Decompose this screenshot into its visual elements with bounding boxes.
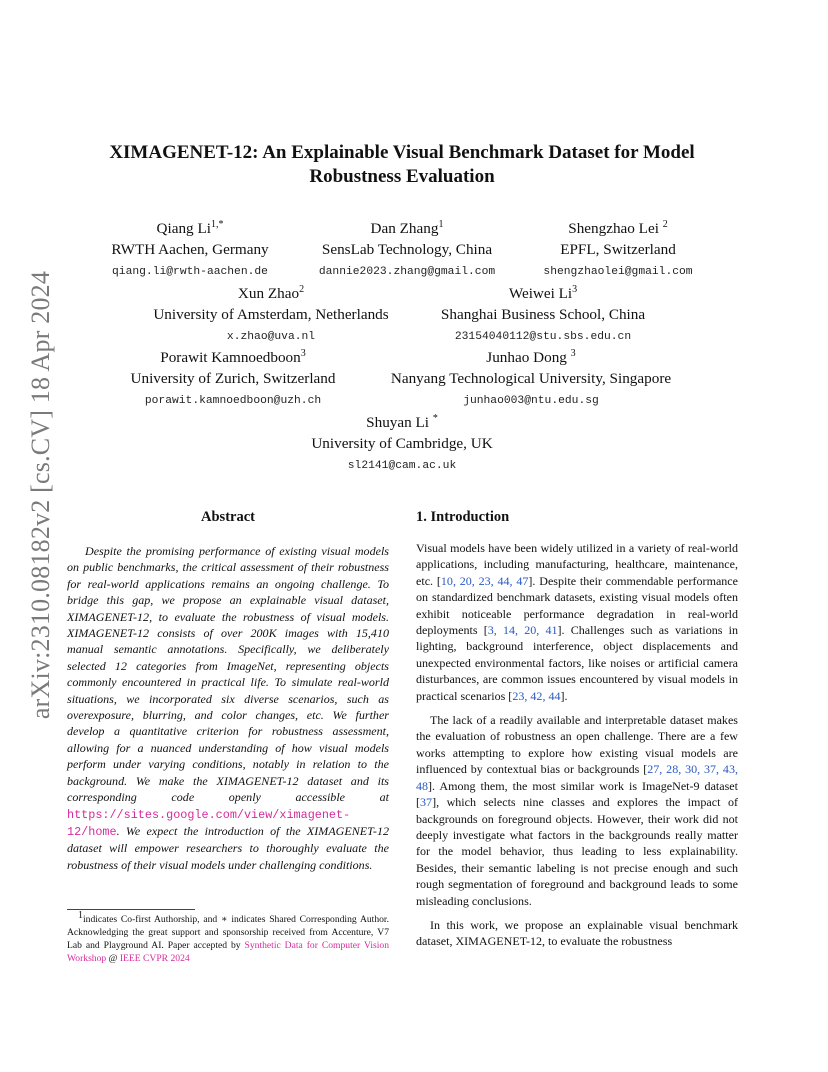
citation-link[interactable]: 37	[420, 795, 433, 810]
author-block	[391, 347, 671, 410]
author-block	[111, 218, 268, 281]
abstract-body	[67, 543, 389, 873]
author-block	[153, 283, 388, 346]
arxiv-sidebar	[20, 270, 62, 720]
citation-link[interactable]: 10, 20, 23, 44, 47	[440, 573, 529, 588]
author-email[interactable]: shengzhaolei@gmail.com	[543, 266, 693, 278]
author-name: Weiwei Li$^3$	[508, 283, 578, 302]
paper-title: XIMAGENET-12: An Explainable Visual Benchmark Dataset for Model Robustness Evaluation	[109, 142, 695, 187]
author-name: Qiang $Li^{1,*}$	[156, 218, 224, 237]
footnote: $^1$indicates Co-first Authorship, and ∗ indicates Shared Corresponding Author. Acknowledging the great support and sponsorship received from Accenture, V7 Lab and Playground AI. Paper accepted by Synthetic Data for Computer Vision Workshop @ IEEE CVPR 2024	[67, 909, 389, 964]
author-name: Porawit Kamnoedboon$^3$	[160, 347, 306, 366]
footnote-mark: 1	[78, 909, 83, 921]
author-affiliation: Shanghai Business School, China	[440, 306, 646, 323]
abstract-paragraph: Despite the promising performance of existing visual models on public benchmarks, the critical assessment of their robustness for real-world applications remains an ongoing challenge. To bridge this gap, we propose an explainable visual dataset, XIMAGENET-12, to evaluate the robustness of visual models. XIMAGENET-12 consists of over 200K images with 15,410 manual semantic annotations. Specifically, we deliberately selected 12 categories from ImageNet, representing objects commonly encountered in practical life. To simulate real-world situations, we incorporated six diverse scenarios, such as overexposure, blurring, and color changes, etc. We further develop a quantitative criterion for robustness assessment, allowing for a nuanced understanding of how visual models perform under varying conditions, notably in relation to the background. We make the XIMAGENET-12 dataset and its corresponding code openly accessible at https://sites.google.com/view/ximagenet-12/home. We expect the introduction of the XIMAGENET-12 dataset will empower researchers to thoroughly evaluate the robustness of their visual models under challenging conditions.	[67, 544, 389, 872]
author-block	[441, 283, 645, 346]
author-affiliation: Nanyang Technological University, Singapore	[390, 370, 672, 387]
author-affiliation: University of Cambridge, UK	[311, 435, 493, 452]
author-email[interactable]: x.zhao@uva.nl	[226, 331, 316, 343]
author-affiliation: RWTH Aachen, Germany	[111, 241, 269, 258]
footnote-divider	[67, 909, 195, 910]
author-name: Xun Zhao$^2$	[237, 283, 305, 302]
arxiv-identifier: arXiv:2310.08182v2 [cs.CV] 18 Apr 2024	[26, 270, 55, 720]
author-affiliation: University of Amsterdam, Netherlands	[153, 306, 389, 323]
author-block	[543, 218, 692, 281]
author-affiliation: University of Zurich, Switzerland	[130, 370, 336, 387]
author-email[interactable]: 23154040112@stu.sbs.edu.cn	[454, 331, 632, 343]
author-name: Shuyan Li *	[366, 412, 438, 431]
author-name: Dan Zhang$^1$	[370, 218, 444, 237]
author-block	[311, 412, 492, 475]
intro-paragraph: The lack of a readily available and interpretable dataset makes the evaluation of robustness an open challenge. There are a few works attempting to explore how existing visual models are influenced by contextual bias or backgrounds [27, 28, 30, 37, 43, 48]. Among them, the most similar work is ImageNet-9 dataset [37], which selects nine classes and explores the impact of backgrounds on foreground objects. However, their work did not deeply investigate what factors in the backgrounds really matter for the model behavior, thus leading to less explainability. Besides, their semantic labeling is not precise enough and such rough segmentation of foreground and background leads to some misleading conclusions.	[416, 713, 738, 908]
project-url-link[interactable]: https://sites.google.com/view/ximagenet-12/home	[67, 807, 351, 839]
citation-link[interactable]: 23, 42, 44	[512, 688, 561, 703]
intro-paragraph: Visual models have been widely utilized in a variety of real-world applications, including manufacturing, healthcare, maintenance, etc. [10, 20, 23, 44, 47]. Despite their commendable performance on standardized benchmark datasets, existing visual models often exhibit noticeable performance degradation in real-world deployments [3, 14, 20, 41]. Challenges such as variations in lighting, background interference, object displacements and unexpected environmental factors, like noises or artificial camera disturbances, are common issues encountered by visual models in practical scenarios [23, 42, 44].	[416, 541, 739, 703]
abstract-heading: Abstract	[201, 509, 255, 525]
author-name: Junhao Dong $^3$	[486, 347, 576, 366]
citation-link[interactable]: 3, 14, 20, 41	[487, 623, 558, 638]
author-block	[319, 218, 495, 281]
intro-paragraph: In this work, we propose an explainable visual benchmark dataset, XIMAGENET-12, to evaluate the robustness	[416, 917, 738, 949]
introduction-heading: 1. Introduction	[416, 509, 510, 525]
cvpr-link[interactable]: IEEE CVPR 2024	[119, 953, 190, 964]
author-email[interactable]: junhao003@ntu.edu.sg	[463, 395, 599, 407]
author-affiliation: SensLab Technology, China	[321, 241, 493, 258]
author-email[interactable]: sl2141@cam.ac.uk	[347, 460, 457, 472]
workshop-link[interactable]: Synthetic Data for Computer Vision Workshop	[67, 940, 389, 964]
citation-link[interactable]: 27, 28, 30, 37, 43, 48	[416, 762, 738, 793]
author-block	[131, 347, 336, 410]
author-email[interactable]: porawit.kamnoedboon@uzh.ch	[144, 395, 322, 407]
author-email[interactable]: qiang.li@rwth-aachen.de	[112, 266, 268, 278]
introduction-body	[416, 540, 738, 950]
author-affiliation: EPFL, Switzerland	[560, 241, 676, 258]
author-name: Shengzhao Lei $^2$	[568, 218, 668, 237]
author-email[interactable]: dannie2023.zhang@gmail.com	[318, 266, 496, 278]
